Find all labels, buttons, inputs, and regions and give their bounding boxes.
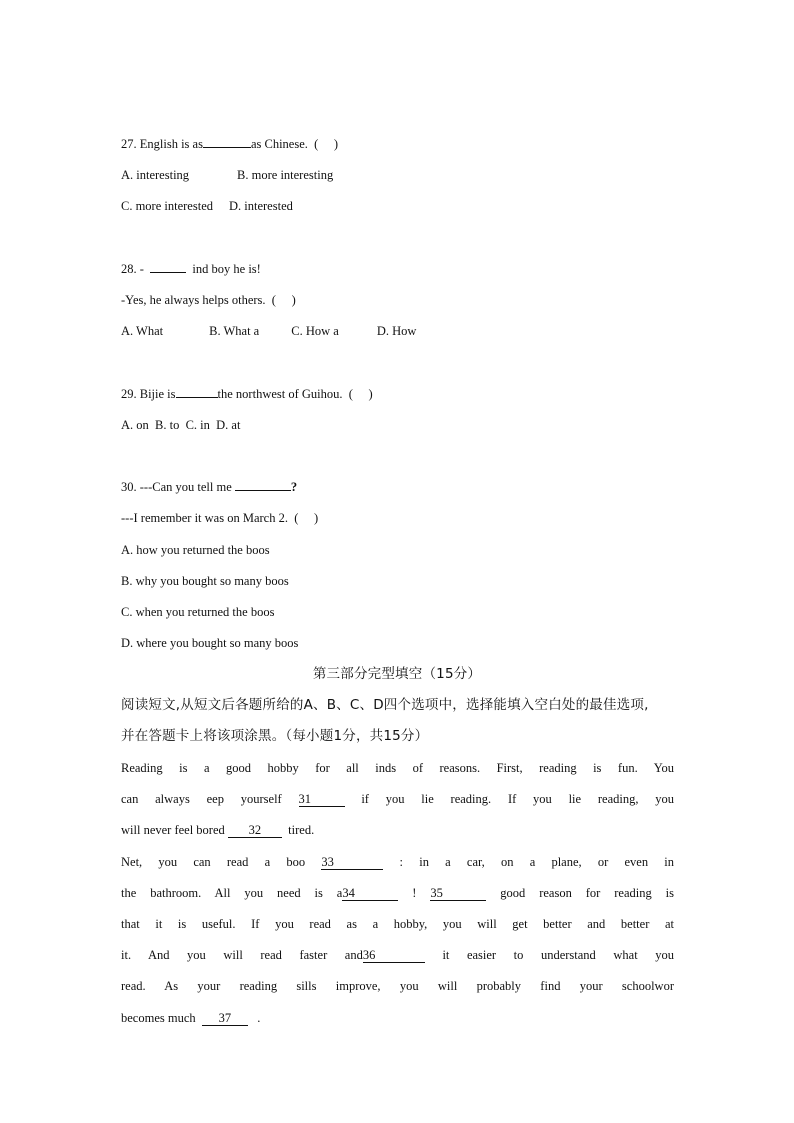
section-3-instruction-line2: 并在答题卡上将该项涂黑。（每小题1分，共15分） — [121, 728, 429, 744]
cloze-blank-33: 33 — [321, 855, 383, 870]
cloze-blank-36: 36 — [363, 948, 425, 963]
question-27-options-row1: A. interesting B. more interesting — [121, 168, 334, 182]
question-30-option-b: B. why you bought so many boos — [121, 574, 289, 588]
passage-line-2: can always eep yourself 31 if you lie reading. If you lie reading, you — [121, 792, 675, 806]
passage-line-7: it. And you will read faster and36 it easier to understand what you — [121, 948, 675, 962]
question-29-stem: 29. Bijie is the northwest of Guihou. ( ) — [121, 387, 373, 401]
passage-line-3: will never feel bored 32 tired. — [121, 823, 315, 837]
section-3-instruction-line1: 阅读短文,从短文后各题所给的A、B、C、D四个选项中，选择能填入空白处的最佳选项, — [121, 697, 649, 713]
question-27-options-row2: C. more interested D. interested — [121, 199, 293, 213]
question-28-stem: 28. - ind boy he is! — [121, 262, 261, 276]
question-27-stem: 27. English is as as Chinese. ( ) — [121, 137, 339, 151]
passage-line-1: Reading is a good hobby for all inds of reasons. First, reading is fun. You — [121, 761, 674, 775]
question-30-option-c: C. when you returned the boos — [121, 605, 275, 619]
answer-blank — [176, 397, 218, 398]
passage-line-4: Net, you can read a boo 33 : in a car, on a plane, or even in — [121, 855, 675, 869]
question-28-response: -Yes, he always helps others. ( ) — [121, 293, 296, 307]
passage-line-5: the bathroom. All you need is a34 ! 35 good reason for reading is — [121, 886, 674, 900]
cloze-blank-31: 31 — [299, 792, 345, 807]
question-29-options: A. on B. to C. in D. at — [121, 418, 241, 432]
question-30-response: ---I remember it was on March 2. ( ) — [121, 511, 319, 525]
passage-line-6: that it is useful. If you read as a hobby, you will get better and better at — [121, 917, 674, 931]
cloze-blank-34: 34 — [342, 886, 398, 901]
passage-line-9: becomes much 37 . — [121, 1011, 261, 1025]
question-30-option-d: D. where you bought so many boos — [121, 636, 299, 650]
passage-line-8: read. As your reading sills improve, you will probably find your schoolwor — [121, 979, 674, 993]
answer-blank — [235, 490, 291, 491]
answer-blank — [203, 147, 251, 148]
cloze-blank-35: 35 — [430, 886, 486, 901]
cloze-blank-37: 37 — [202, 1011, 248, 1026]
answer-blank — [150, 272, 186, 273]
question-28-options: A. What B. What a C. How a D. How — [121, 324, 417, 338]
section-3-title: 第三部分完型填空（15分） — [312, 666, 482, 682]
question-30-stem: 30. ---Can you tell me ? — [121, 480, 298, 494]
cloze-blank-32: 32 — [228, 823, 282, 838]
question-30-option-a: A. how you returned the boos — [121, 543, 270, 557]
